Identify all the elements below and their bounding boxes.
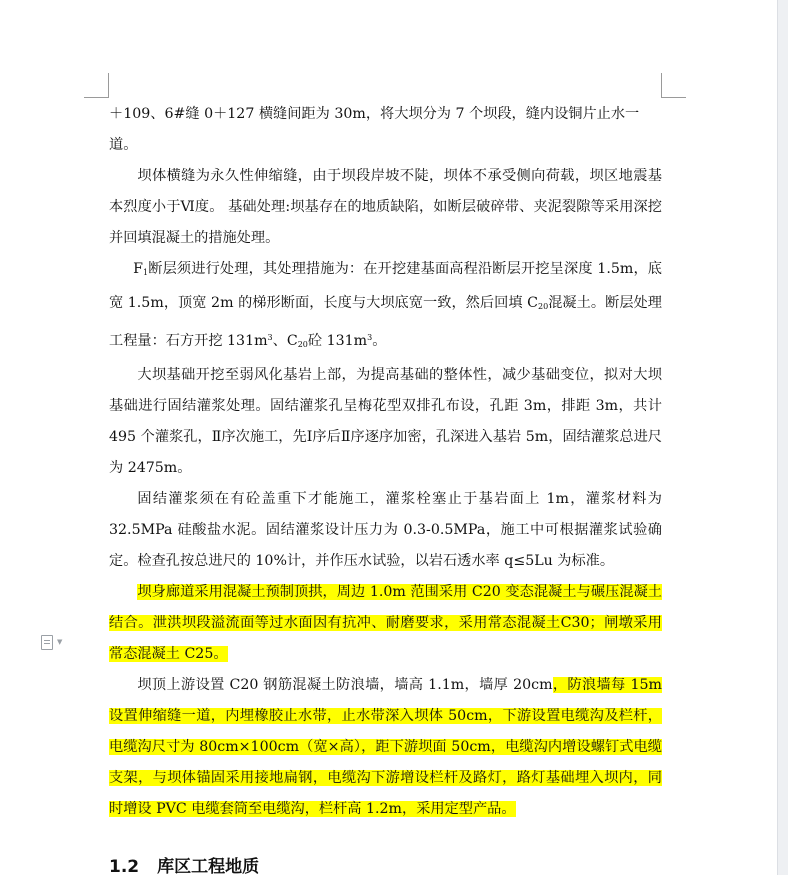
section-title: 库区工程地质 bbox=[157, 857, 260, 877]
document-icon bbox=[41, 635, 53, 650]
paragraph-3-text-e: 。 bbox=[372, 333, 387, 349]
paragraph-3-text-b: 混凝土。断层处理工程量：石方开挖 131m bbox=[109, 295, 662, 349]
vertical-scrollbar[interactable] bbox=[777, 0, 788, 875]
concrete-grade-subscript-2: 20 bbox=[297, 340, 308, 349]
paragraph-3 bbox=[109, 254, 662, 360]
paragraph-1-line-2: 道。 bbox=[109, 137, 138, 153]
chevron-down-icon: ▼ bbox=[57, 638, 63, 646]
paragraph-5: 固结灌浆须在有砼盖重下才能施工，灌浆栓塞止于基岩面上 1m，灌浆材料为 32.5MPa 硅酸盐水泥。固结灌浆设计压力为 0.3-0.5MPa，施工中可根据灌浆试验确定。检查孔按总进尺的 10%计，并作压水试验，以岩石透水率 q≤5Lu 为标准。 bbox=[109, 491, 662, 569]
paragraph-2: 坝体横缝为永久性伸缩缝，由于坝段岸坡不陡，坝体不承受侧向荷载，坝区地震基本烈度小于Ⅵ度。 基础处理:坝基存在的地质缺陷，如断层破碎带、夹泥裂隙等采用深挖并回填混凝土的措施处理。 bbox=[109, 168, 662, 246]
paragraph-7-plain: 坝顶上游设置 C20 钢筋混凝土防浪墙，墙高 1.1m，墙厚 20cm bbox=[137, 677, 553, 693]
paragraph-1 bbox=[109, 99, 662, 161]
paragraph-3-text-c: 、C bbox=[272, 333, 298, 349]
paragraph-3-text-a: 断层须进行处理，其处理措施为：在开挖建基面高程沿断层开挖呈深度 1.5m，底宽 1.5m，顶宽 2m 的梯形断面，长度与大坝底宽一致，然后回填 C bbox=[109, 261, 662, 311]
page-corner-mark-left bbox=[84, 73, 109, 98]
paragraph-1-line-1: ＋109、6#缝 0＋127 横缝间距为 30m，将大坝分为 7 个坝段，缝内设铜片止水一 bbox=[109, 106, 640, 122]
paragraph-7 bbox=[109, 670, 662, 825]
fault-label: F bbox=[133, 261, 143, 277]
highlighted-text: 坝身廊道采用混凝土预制顶拱，周边 1.0m 范围采用 C20 变态混凝土与碾压混凝土结合。泄洪坝段溢流面等过水面因有抗冲、耐磨要求，采用常态混凝土C30；闸墩采用常态混凝土 C25。 bbox=[109, 584, 662, 662]
cubic-superscript-2: 3 bbox=[367, 333, 373, 342]
section-heading bbox=[109, 852, 259, 877]
concrete-grade-subscript: 20 bbox=[537, 302, 549, 311]
fault-subscript: 1 bbox=[142, 268, 149, 277]
paragraph-3-text-d: 砼 131m bbox=[307, 333, 368, 349]
section-number: 1.2 bbox=[109, 857, 140, 877]
paragraph-6 bbox=[109, 577, 662, 670]
highlighted-text-2: ，防浪墙每 15m 设置伸缩缝一道，内埋橡胶止水带，止水带深入坝体 50cm，下游设置电缆沟及栏杆，电缆沟尺寸为 80cm×100cm（宽×高），距下游坝面 50cm，电缆沟内增设螺钉式电缆支架，与坝体锚固采用接地扁钢，电缆沟下游增设栏杆及路灯，路灯基础埋入坝内，同时增设 PVC 电缆套筒至电缆沟，栏杆高 1.2m，采用定型产品。 bbox=[109, 677, 662, 817]
document-body[interactable] bbox=[109, 99, 662, 825]
cubic-superscript: 3 bbox=[267, 333, 273, 342]
document-options-button[interactable] bbox=[41, 634, 71, 650]
paragraph-4: 大坝基础开挖至弱风化基岩上部，为提高基础的整体性，减少基础变位，拟对大坝基础进行固结灌浆处理。固结灌浆孔呈梅花型双排孔布设，孔距 3m，排距 3m，共计 495 个灌浆孔，Ⅱ序次施工，先Ⅰ序后Ⅱ序逐序加密，孔深进入基岩 5m，固结灌浆总进尺为 2475m。 bbox=[109, 367, 662, 476]
page-corner-mark-right bbox=[661, 73, 686, 98]
